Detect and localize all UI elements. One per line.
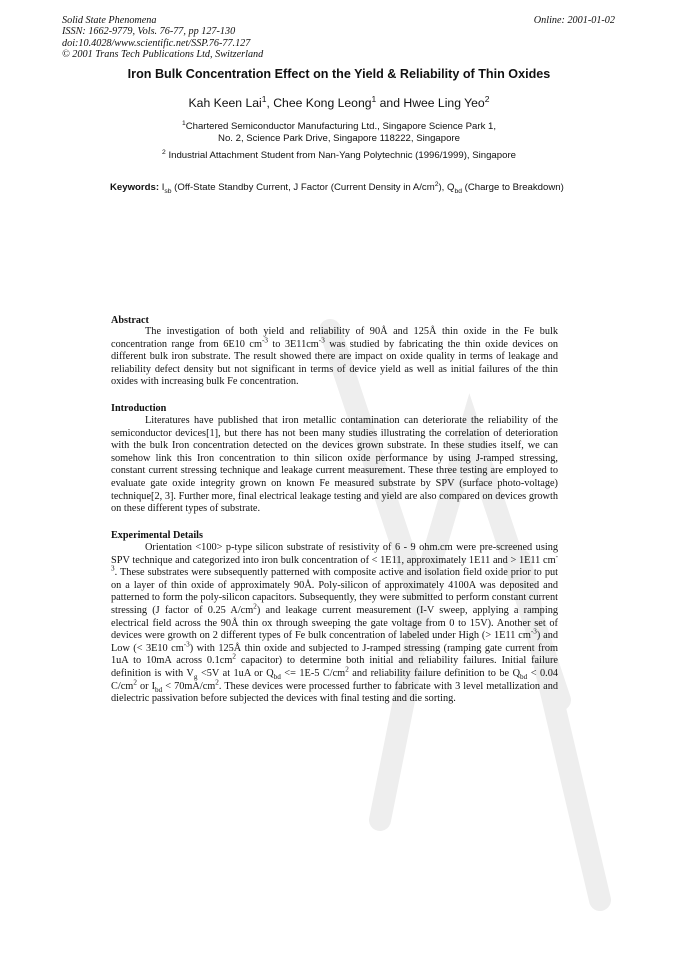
abstract-body (111, 326, 558, 389)
affiliation-line: No. 2, Science Park Drive, Singapore 118222, Singapore (218, 133, 460, 144)
affiliation-2 (0, 150, 678, 161)
author-name: Kah Keen Lai (188, 96, 262, 110)
experimental-text: ) and Low (< 3E10 cm (111, 630, 558, 654)
author-name: Hwee Ling Yeo (403, 96, 485, 110)
experimental-text: . These devices were processed further to fabricate with 3 level metallization and dielectric passivation before subjected the devices with final testing and die sorting. (111, 680, 558, 705)
author-list: Kah Keen Lai$^1$, Chee Kong Leong$^1$ and Hwee Ling Yeo$^2$ (188, 93, 490, 110)
experimental-sup: 2 (345, 665, 349, 674)
keywords (110, 182, 570, 194)
keywords-sub: bd (454, 187, 462, 195)
keywords-text: (Off-State Standby Current, J Factor (Current Density in A/cm (171, 182, 435, 193)
experimental-text: < 70mA/cm (162, 680, 216, 692)
experimental-text: <5V at 1uA or Q (197, 667, 274, 679)
experimental-text: ) and leakage current measurement (I-V sweep, applying a ramping electrical field across the 90Å thin ox through sweeping the gate voltage from 0 to 15V). Another set of devices were growth on 2 different types of Fe bulk concentration of labeled under High (> 1E11 cm (111, 604, 558, 642)
experimental-text: Orientation <100> p-type silicon substrate of resistivity of 6 - 9 ohm.cm were pre-screened using SPV technique and categorized into iron bulk concentration of < 1E11, approximately 1E11 and > 1E11 cm (111, 542, 558, 566)
experimental-sup: -3 (111, 552, 558, 573)
affiliation-line: Industrial Attachment Student from Nan-Yang Polytechnic (1996/1999), Singapore (168, 150, 516, 161)
experimental-sub: bd (273, 672, 281, 681)
copyright-line: © 2001 Trans Tech Publications Ltd, Switzerland (62, 49, 264, 61)
affiliation-line: Chartered Semiconductor Manufacturing Ltd., Singapore Science Park 1, (185, 121, 497, 132)
doi-link[interactable]: doi:10.4028/www.scientific.net/SSP.76-77.127 (62, 37, 251, 49)
introduction-heading: Introduction (111, 403, 167, 414)
experimental-sub: g (193, 672, 198, 681)
keywords-text: ), Q (438, 182, 455, 193)
journal-name: Solid State Phenomena (62, 15, 157, 26)
experimental-sup: 2 (215, 678, 219, 687)
author-affil-mark: 2 (484, 93, 490, 104)
author-name: Chee Kong Leong (273, 96, 372, 110)
issn-line: ISSN: 1662-9779, Vols. 76-77, pp 127-130 (62, 26, 236, 38)
keywords-sub: sb (164, 187, 172, 195)
experimental-sup: -3 (530, 627, 537, 636)
abstract-text: The investigation of both yield and reliability of 90Å and 125Å thin oxide in the Fe bulk concentration range from 6E10 cm (111, 326, 558, 350)
experimental-sub: bd (155, 685, 163, 694)
experimental-sup: 2 (133, 678, 137, 687)
experimental-heading: Experimental Details (111, 530, 203, 541)
experimental-sup: 2 (232, 652, 236, 661)
introduction-text: Literatures have published that iron metallic contamination can deteriorate the reliability of the semiconductor devices[1], but there has not been many studies illustrating the correlation of deterioration with the bulk Iron concentration detected on the devices grown substrate. In these studies itself, we can somehow link this Iron concentration to thin silicon oxide performance by using J-ramped stressing, constant current stressing technique and leakage current measurement. These three testing are employed to evaluate gate oxide integrity grown on known Fe measured substrate by SPV (surface photo-voltage) technique[2, 3]. Further more, final electrical leakage testing and yield are also compared on devices growth on these different types of substrate. (111, 415, 558, 515)
experimental-sub: bd (520, 672, 528, 681)
experimental-body (111, 542, 558, 706)
abstract-sup: -3 (261, 336, 268, 345)
introduction-body (111, 415, 558, 516)
author-and: and (379, 96, 400, 110)
author-affil-mark: 1 (261, 93, 267, 104)
experimental-text: < 0.04 C/cm (111, 667, 558, 692)
experimental-text: ) with 125Å thin oxide and subjected to J-ramped stressing (ramping gate current from 1uA to 10mA across 0.1cm (111, 642, 558, 667)
experimental-text: capacitor) to determine both initial and reliability failures. Initial failure definition is with V (111, 655, 558, 679)
online-date: Online: 2001-01-02 (533, 15, 615, 26)
keywords-text: (Charge to Breakdown) (461, 182, 564, 193)
experimental-sup: -3 (183, 640, 190, 649)
experimental-text: . These substrates were subsequently patterned with composite active and isolation field oxide prior to put on a layer of thin oxide of approximately 90Å. Poly-silicon of approximately 4100A was deposited and patterned to form the poly-silicon capacitors. Subsequently, they were submitted to perform constant current stressing (J factor of 0.25 A/cm (111, 567, 558, 616)
keywords-text: I (161, 182, 165, 193)
experimental-text: <= 1E-5 C/cm (280, 667, 346, 679)
keywords-label: Keywords: (110, 182, 160, 193)
affiliation-mark: 1 (181, 119, 186, 127)
keywords-sup: 2 (434, 180, 439, 188)
affiliation-1 (0, 121, 678, 145)
abstract-text: was studied by fabricating the thin oxide devices on different bulk iron substrate. The result showed there are impact on oxide quality in terms of leakage and reliability defect density but not significant in terms of device yield as well as initial failures of the thin oxides with increasing bulk Fe concentration. (111, 338, 559, 388)
paper-title: Iron Bulk Concentration Effect on the Yield & Reliability of Thin Oxides (127, 67, 551, 81)
experimental-text: or I (136, 680, 156, 692)
abstract-heading: Abstract (111, 315, 149, 326)
journal-header (62, 15, 263, 61)
abstract-text: to 3E11cm (267, 338, 319, 350)
abstract-sup: -3 (318, 336, 325, 345)
experimental-text: and reliability failure definition to be Q (348, 667, 521, 679)
author-affil-mark: 1 (371, 93, 377, 104)
experimental-sup: 2 (253, 602, 257, 611)
affiliation-mark: 2 (162, 148, 166, 156)
